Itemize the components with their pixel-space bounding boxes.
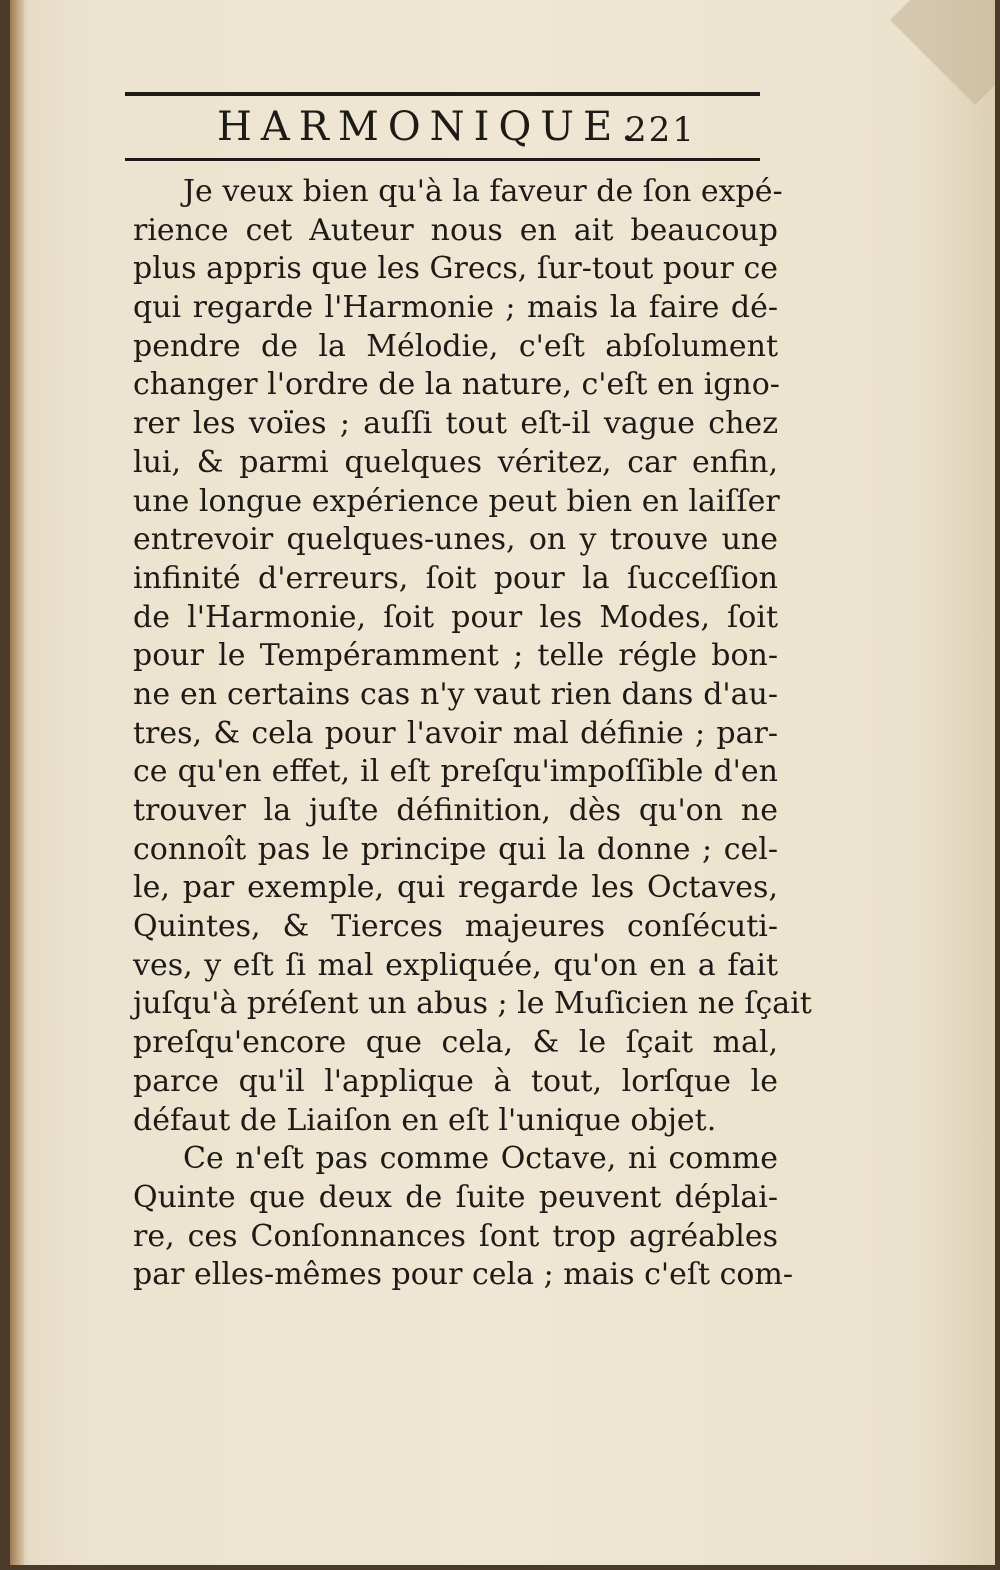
paragraph-2 [133,1140,794,1295]
text-line: entrevoir quelques-unes, on y trouve une [133,522,778,558]
text-line: de l'Harmonie, ſoit pour les Modes, ſoit [133,599,778,635]
text-line: rience cet Auteur nous en ait beaucoup [133,212,778,248]
text-line: lui, & parmi quelques véritez, car enfin, [133,444,778,480]
text-line: preſqu'encore que cela, & le ſçait mal, [133,1025,778,1061]
text-line: tres, & cela pour l'avoir mal définie ; par- [133,715,778,751]
text-line: pour le Tempéramment ; telle régle bon- [133,638,778,674]
page-header [125,102,785,154]
page-number: 221 [625,110,696,150]
header-rule-top [125,92,760,96]
text-line: ne en certains cas n'y vaut rien dans d'au- [133,676,778,712]
text-line: qui regarde l'Harmonie ; mais la faire dé- [133,290,778,326]
text-line: par elles-mêmes pour cela ; mais c'eſt com- [133,1257,794,1293]
text-line: une longue expérience peut bien en laiſſer [133,483,780,519]
paragraph-1 [133,173,812,1140]
text-line: Je veux bien qu'à la faveur de ſon expé- [183,174,783,209]
text-line: parce qu'il l'applique à tout, lorſque le [133,1063,778,1099]
text-line: juſqu'à préſent un abus ; le Muſicien ne ſçait [133,986,812,1022]
text-line: ce qu'en effet, il eſt preſqu'impoſſible d'en [133,754,778,790]
text-line: rer les voïes ; auſſi tout eſt-il vague chez [133,406,778,442]
text-line: pendre de la Mélodie, c'eſt abſolument [133,328,778,364]
body-text [133,173,812,1295]
header-rule-bottom [125,158,760,161]
text-line: le, par exemple, qui regarde les Octaves, [133,870,778,906]
text-line: ves, y eſt ſi mal expliquée, qu'on en a fait [133,947,778,983]
text-line: défaut de Liaiſon en eſt l'unique objet. [133,1102,717,1138]
text-line: re, ces Conſonnances ſont trop agréables [133,1218,778,1254]
text-line: connoît pas le principe qui la donne ; cel- [133,831,778,867]
book-page [10,0,995,1565]
text-line: infinité d'erreurs, ſoit pour la ſucceſſion [133,560,778,596]
text-line: plus appris que les Grecs, ſur-tout pour ce [133,251,778,287]
text-line: changer l'ordre de la nature, c'eſt en igno- [133,367,780,403]
text-line: Quintes, & Tierces majeures conſécuti- [133,909,778,945]
text-line: trouver la juſte définition, dès qu'on ne [133,793,778,828]
text-line: Quinte que deux de ſuite peuvent déplai- [133,1179,778,1215]
text-line: Ce n'eſt pas comme Octave, ni comme [183,1141,778,1177]
running-title: HARMONIQUE. [217,104,643,150]
